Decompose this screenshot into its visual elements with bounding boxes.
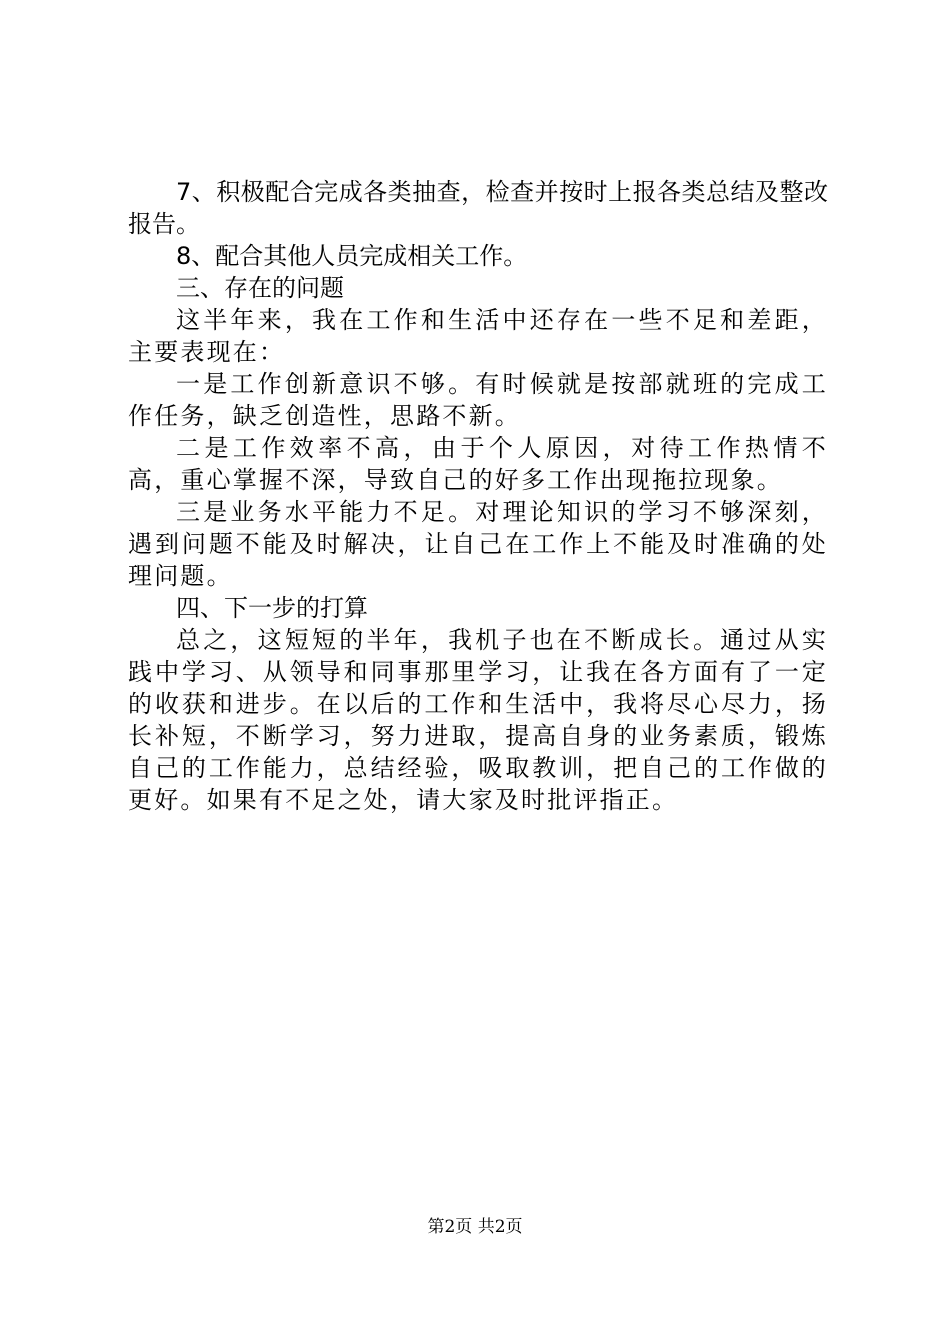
section-heading-problems: 三、存在的问题	[176, 274, 344, 302]
paragraph-problem-1: 一是工作创新意识不够。有时候就是按部就班的完成工作任务，缺乏创造性，思路不新。	[128, 370, 828, 430]
paragraph-problem-2: 二是工作效率不高，由于个人原因，对待工作热情不高，重心掌握不深，导致自己的好多工作出现拖拉现象。	[128, 434, 828, 494]
document-body	[128, 176, 828, 816]
paragraph-conclusion: 总之，这短短的半年，我机子也在不断成长。通过从实践中学习、从领导和同事那里学习，让我在各方面有了一定的收获和进步。在以后的工作和生活中，我将尽心尽力，扬长补短，不断学习，努力进取，提高自身的业务素质，锻炼自己的工作能力，总结经验，吸取教训，把自己的工作做的更好。如果有不足之处，请大家及时批评指正。	[128, 626, 828, 814]
paragraph-problems-intro: 这半年来，我在工作和生活中还存在一些不足和差距，主要表现在：	[128, 306, 828, 366]
list-item-7: 7、积极配合完成各类抽查，检查并按时上报各类总结及整改报告。	[128, 178, 828, 238]
section-heading-next-steps: 四、下一步的打算	[176, 594, 368, 622]
page-number-footer: 第2页 共2页	[427, 1217, 523, 1237]
paragraph-problem-3: 三是业务水平能力不足。对理论知识的学习不够深刻，遇到问题不能及时解决，让自己在工作上不能及时准确的处理问题。	[128, 498, 828, 590]
list-item-8: 8、配合其他人员完成相关工作。	[176, 242, 528, 270]
